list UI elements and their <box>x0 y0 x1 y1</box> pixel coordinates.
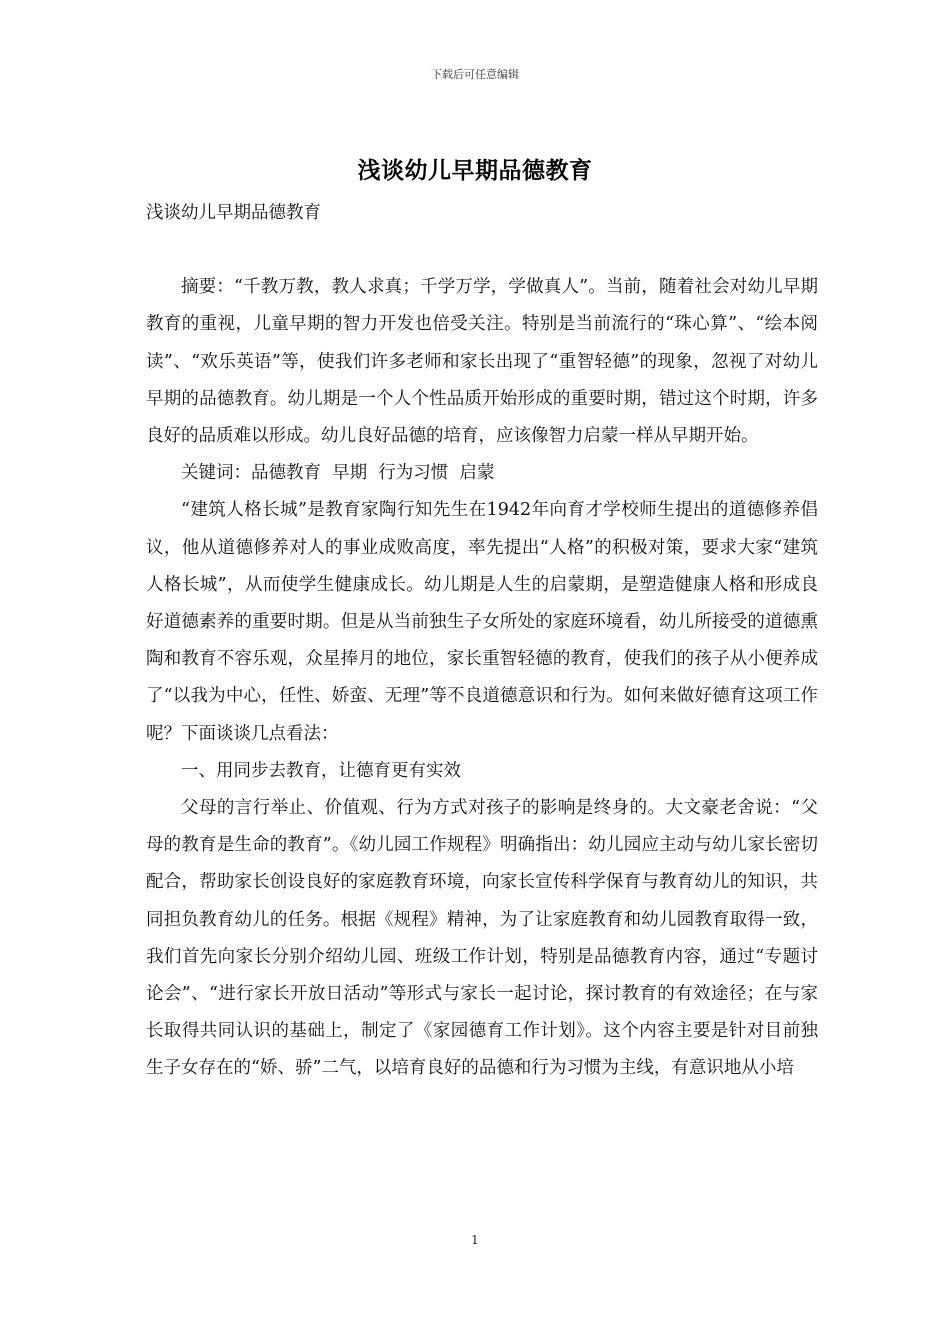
body-paragraph: “建筑人格长城”是教育家陶行知先生在1942年向育才学校师生提出的道德修养倡议，他从道德修养对人的事业成败高度，率先提出“人格”的积极对策，要求大家“建筑人格长城”，从而使学生健康成长。幼儿期是人生的启蒙期，是塑造健康人格和形成良好道德素养的重要时期。但是从当前独生子女所处的家庭环境看，幼儿所接受的道德熏陶和教育不容乐观，众星捧月的地位，家长重智轻德的教育，使我们的孩子从小便养成了“以我为中心，任性、娇蛮、无理”等不良道德意识和行为。如何来做好德育这项工作呢？下面谈谈几点看法： <box>146 500 818 744</box>
section-heading: 一、用同步去教育，让德育更有实效 <box>181 760 461 781</box>
body-paragraph: 父母的言行举止、价值观、行为方式对孩子的影响是终身的。大文豪老舍说：“父母的教育是生命的教育”。《幼儿园工作规程》明确指出：幼儿园应主动与幼儿家长密切配合，帮助家长创设良好的家庭教育环境，向家长宣传科学保育与教育幼儿的知识，共同担负教育幼儿的任务。根据《规程》精神，为了让家庭教育和幼儿园教育取得一致，我们首先向家长分别介绍幼儿园、班级工作计划，特别是品德教育内容，通过“专题讨论会”、“进行家长开放日活动”等形式与家长一起讨论，探讨教育的有效途径；在与家长取得共同认识的基础上，制定了《家园德育工作计划》。这个内容主要是针对目前独生子女存在的“娇、骄”二气，以培育良好的品德和行为习惯为主线，有意识地从小培 <box>146 798 818 1079</box>
keywords-paragraph: 关键词：品德教育 早期 行为习惯 启蒙 <box>181 463 495 484</box>
page-header: 下载后可任意编辑 <box>431 68 519 81</box>
abstract-paragraph: 摘要：“千教万教，教人求真；千学万学，学做真人”。当前，随着社会对幼儿早期教育的重视，儿童早期的智力开发也倍受关注。特别是当前流行的“珠心算”、“绘本阅读”、“欢乐英语”等，使我们许多老师和家长出现了“重智轻德”的现象，忽视了对幼儿早期的品德教育。幼儿期是一个人个性品质开始形成的重要时期，错过这个时期，许多良好的品质难以形成。幼儿良好品德的培育，应该像智力启蒙一样从早期开始。 <box>146 277 818 447</box>
document-subtitle: 浅谈幼儿早期品德教育 <box>146 203 321 223</box>
document-body <box>146 195 818 1088</box>
document-title: 浅谈幼儿早期品德教育 <box>357 157 593 184</box>
page-number: 1 <box>471 1233 479 1247</box>
